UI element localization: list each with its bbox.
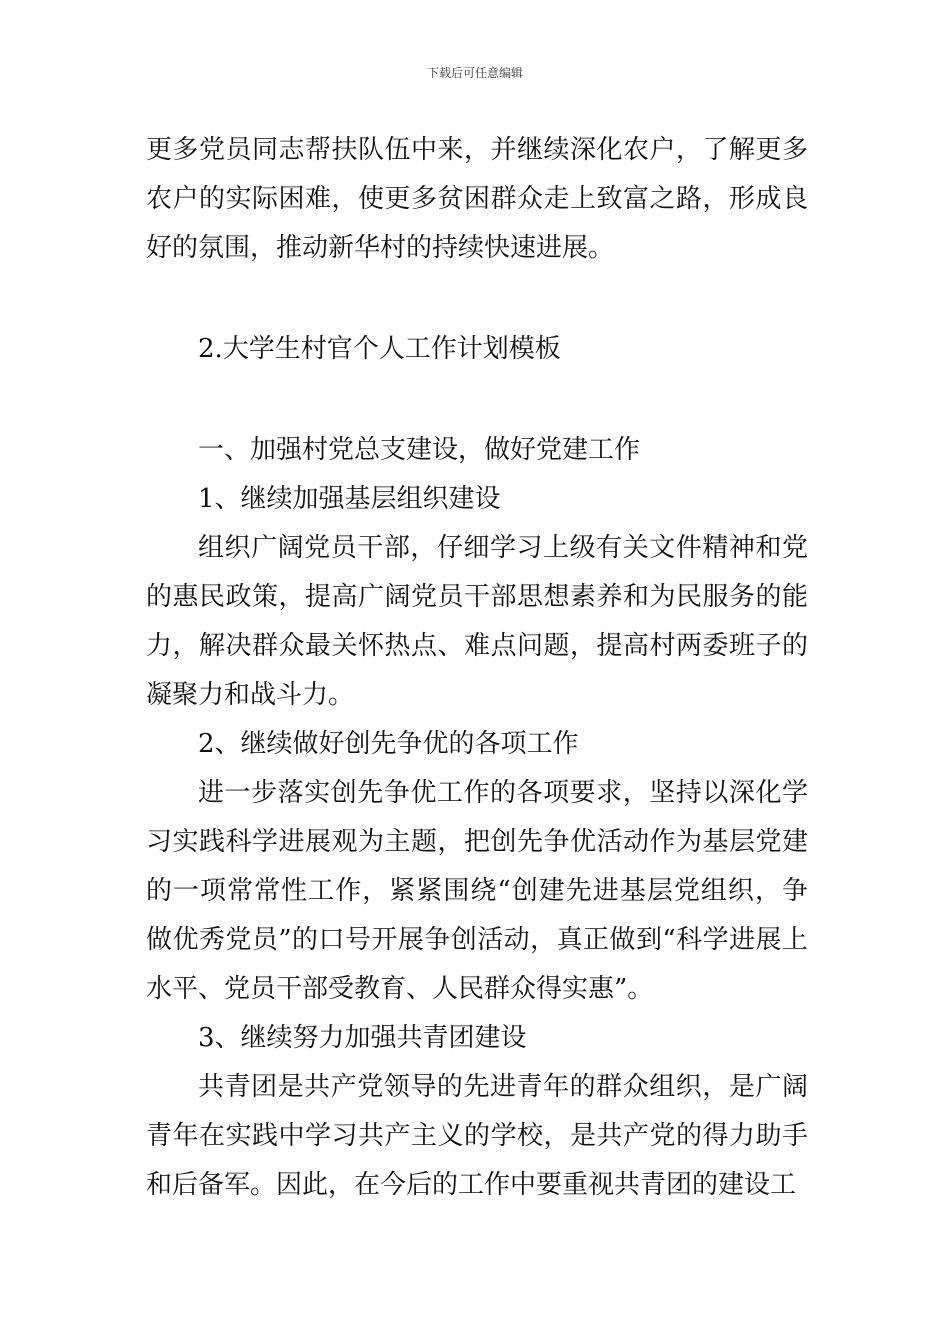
paragraph-continuation: 更多党员同志帮扶队伍中来，并继续深化农户，了解更多农户的实际困难，使更多贫困群众走上致富之路，形成良好的氛围，推动新华村的持续快速进展。 [146,135,808,263]
paragraph-item-3: 共青团是共产党领导的先进青年的群众组织，是广阔青年在实践中学习共产主义的学校，是共产党的得力助手和后备军。因此，在今后的工作中要重视共青团的建设工 [146,1072,808,1200]
heading-item-2: 2、继续做好创先争优的各项工作 [198,729,579,759]
heading-item-1: 1、继续加强基层组织建设 [198,484,501,514]
section-title: 2.大学生村官个人工作计划模板 [198,334,561,364]
heading-item-3: 3、继续努力加强共青团建设 [198,1023,527,1053]
document-body [146,126,808,1210]
paragraph-item-1: 组织广阔党员干部，仔细学习上级有关文件精神和党的惠民政策，提高广阔党员干部思想素养和为民服务的能力，解决群众最关怀热点、难点问题，提高村两委班子的凝聚力和战斗力。 [146,533,808,710]
page-header-note: 下载后可任意编辑 [426,66,523,80]
paragraph-item-2: 进一步落实创先争优工作的各项要求，坚持以深化学习实践科学进展观为主题，把创先争优活动作为基层党建的一项常常性工作，紧紧围绕“创建先进基层党组织，争做优秀党员”的口号开展争创活动，真正做到“科学进展上水平、党员干部受教育、人民群众得实惠”。 [146,778,808,1004]
heading-level-1: 一、加强村党总支建设，做好党建工作 [198,435,641,465]
